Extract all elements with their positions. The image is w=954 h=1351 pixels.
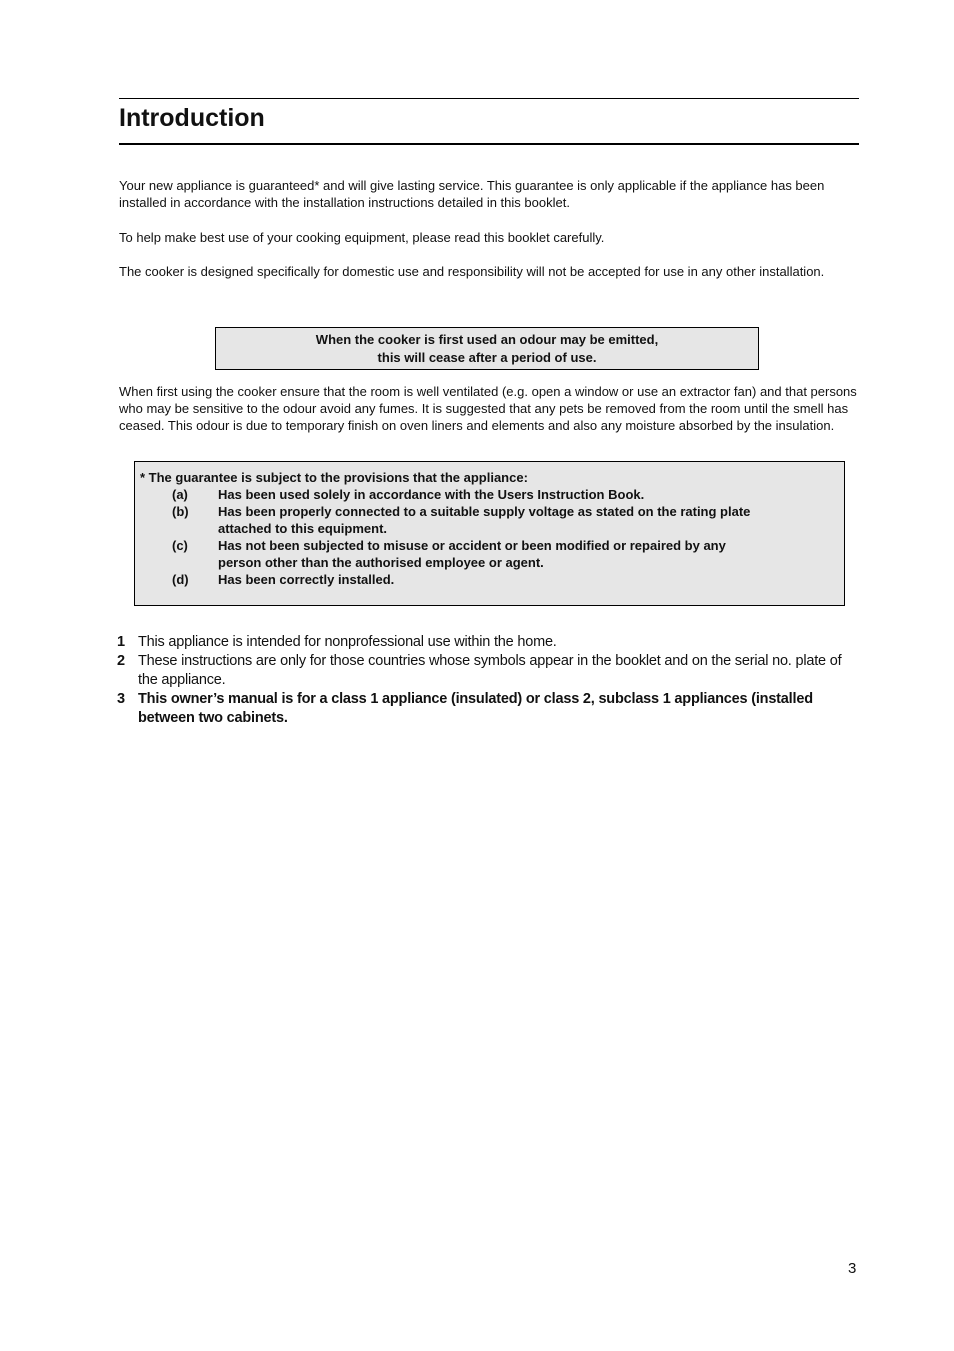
page-number: 3 — [848, 1260, 857, 1277]
list-item-text: This appliance is intended for nonprofessional use within the home. — [138, 634, 557, 650]
domestic-use-paragraph: The cooker is designed specifically for domestic use and responsibility will not be accepted for use in any other installation. — [119, 264, 825, 279]
guarantee-item — [140, 486, 844, 503]
guarantee-intro-paragraph: Your new appliance is guaranteed* and will give lasting service. This guarantee is only applicable if the appliance has been installed in accordance with the installation instructions detailed in this booklet. — [119, 178, 825, 210]
guarantee-item-text: Has been used solely in accordance with the Users Instruction Book. — [218, 487, 645, 502]
odour-notice-line-2: this will cease after a period of use. — [377, 350, 597, 365]
guarantee-heading: * The guarantee is subject to the provisions that the appliance: — [140, 470, 528, 485]
list-item-text: These instructions are only for those countries whose symbols appear in the booklet and on the serial no. plate of the appliance. — [138, 653, 842, 688]
guarantee-item — [140, 571, 844, 588]
list-item-text: This owner’s manual is for a class 1 appliance (insulated) or class 2, subclass 1 appliances (installed between two cabinets. — [138, 691, 813, 726]
guarantee-item-key: (a) — [172, 487, 188, 502]
guarantee-item-text: Has not been subjected to misuse or accident or been modified or repaired by any person other than the authorised employee or agent. — [218, 538, 726, 570]
read-booklet-paragraph: To help make best use of your cooking equipment, please read this booklet carefully. — [119, 230, 605, 245]
odour-notice-box — [215, 327, 759, 370]
guarantee-item — [140, 537, 844, 571]
guarantee-item-key: (d) — [172, 572, 189, 587]
guarantee-item-key: (b) — [172, 504, 189, 519]
numbered-notes-list — [117, 633, 862, 728]
guarantee-item-key: (c) — [172, 538, 188, 553]
guarantee-item — [140, 503, 844, 537]
list-item — [117, 633, 862, 652]
guarantee-provisions-box — [134, 461, 845, 606]
page-title: Introduction — [119, 104, 265, 132]
guarantee-item-text: Has been correctly installed. — [218, 572, 395, 587]
top-rule — [119, 98, 859, 99]
list-item — [117, 690, 862, 728]
list-item-number: 1 — [117, 634, 125, 650]
odour-notice-line-1: When the cooker is first used an odour may be emitted, — [315, 332, 659, 347]
ventilation-paragraph: When first using the cooker ensure that the room is well ventilated (e.g. open a window or use an extractor fan) and that persons who may be sensitive to the odour avoid any fumes. It is suggested that any pets be removed from the room until the smell has ceased. This odour is due to temporary finish on oven liners and elements and also any moisture absorbed by the insulation. — [119, 384, 857, 433]
guarantee-item-text: Has been properly connected to a suitable supply voltage as stated on the rating plate attached to this equipment. — [218, 504, 751, 536]
list-item — [117, 652, 862, 690]
list-item-number: 2 — [117, 653, 125, 669]
list-item-number: 3 — [117, 691, 125, 707]
title-underline — [119, 143, 859, 145]
